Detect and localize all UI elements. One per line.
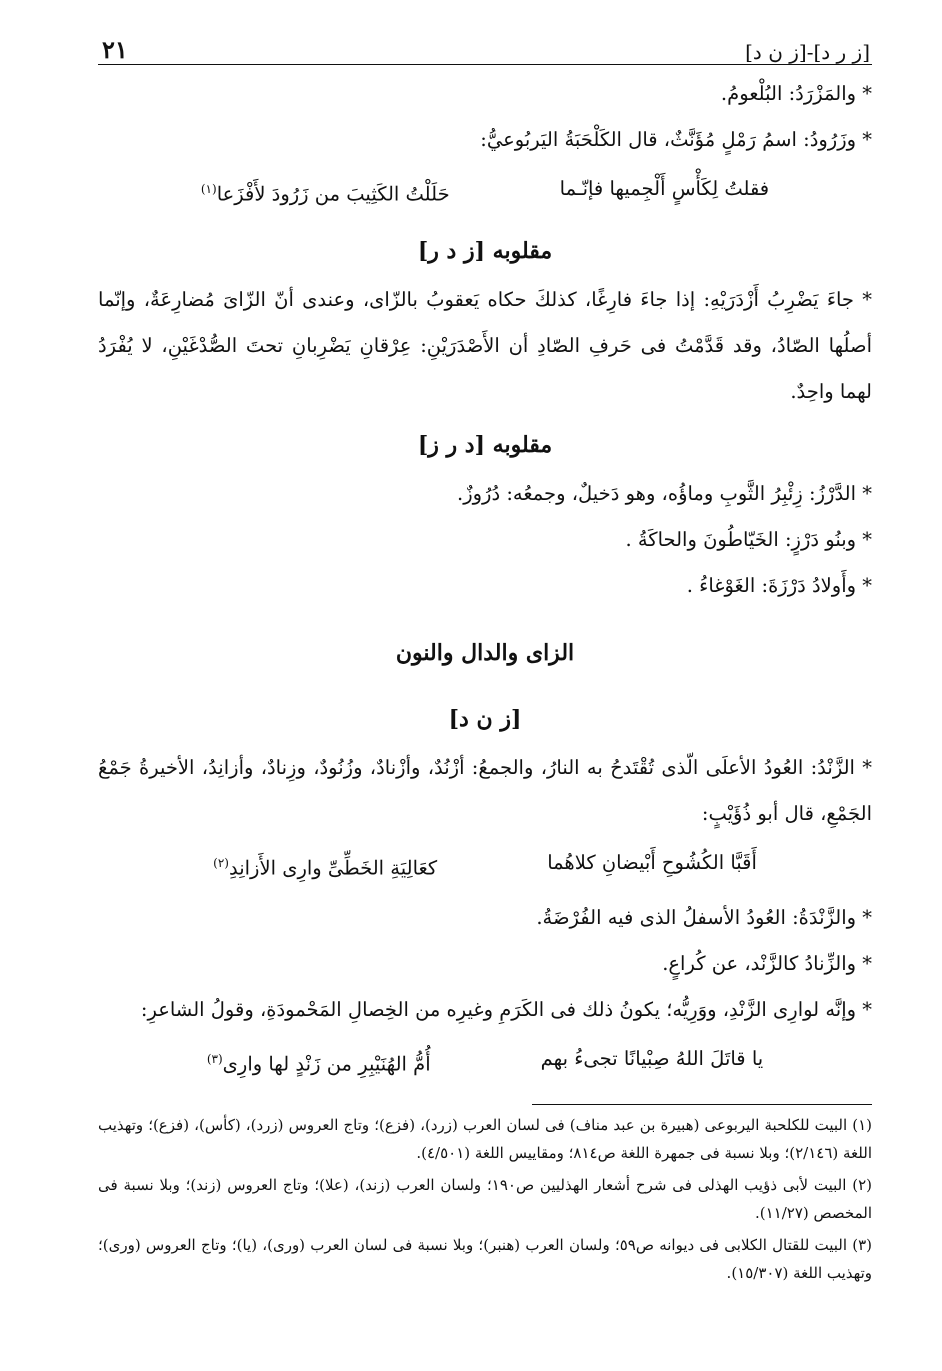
footnote-1: (١) البيت للكلحبة اليربوعى (هبيرة بن عبد مناف) فى لسان العرب (زرد)، (فزع)؛ وتاج العروس (زرد)، (كأس)، (فزع)؛ وتهذيب اللغة (٢/١٤٦)؛ وبلا نسبة فى جمهرة اللغة ص٨١٤؛ ومقاييس اللغة (٤/٥٠١).	[98, 1116, 872, 1163]
footnote-ref-2: (٢)	[213, 856, 229, 871]
footnotes	[98, 1111, 872, 1287]
footnote-ref-1: (١)	[200, 182, 217, 196]
entry-awlad-darza: * وأَولادُ دَرْزَةَ: الغَوْغاءُ .	[686, 573, 872, 597]
chapter-heading: الزاى والدال والنون	[395, 639, 575, 666]
verse-qattal	[98, 1033, 872, 1091]
entry-azdarayhi: * جاءَ يَضْرِبُ أَزْدَرَيْهِ: إذا جاءَ فارِغًا، كذلكَ حكاه يَعقوبُ بالزّاى، وعندى أنّ الزّاىَ مُضارِعَةٌ، وإنّما أصلُها الصّادُ، وقد قَدَّمْتُ فى حَرفِ الصّادِ أن الأَصْدَرَيْنِ: عِرْقانِ يَضْرِبانِ تحتَ الصُّدْغَيْنِ، لا يُفْرَدُ لهما واحِدٌ.	[98, 287, 872, 403]
verse-abu-dhuayb	[98, 837, 872, 895]
page-number: ٢١	[102, 35, 128, 64]
footnote-ref-3: (٣)	[206, 1051, 223, 1066]
running-header	[98, 30, 872, 65]
entry-zarud: * وزَرُودُ: اسمُ رَمْلٍ مُؤَنَّثٌ، قال الكَلْحَبَةُ اليَربُوعيُّ:	[480, 128, 872, 151]
section-heading-znd: [ز ن د]	[448, 706, 522, 733]
verse-hemistich-first: يا قاتَلَ اللهُ صِبْيانًا تجىءُ بهم	[540, 1046, 764, 1070]
entry-zand: * الزَّنْدُ: العُودُ الأعلَى الّذى تُقْتَدحُ به النارُ، والجمعُ: أزْنُدٌ، وأزْنادٌ، وزُنُودٌ، وزِنادٌ، وأزانِدُ، الأخيرةُ جَمْعُ الجَمْعِ، قال أبو ذُؤَيْبٍ:	[98, 756, 872, 826]
entry-zanda: * والزَّنْدَةُ: العُودُ الأسفلُ الذى فيه الفُرْضَةُ.	[536, 905, 872, 929]
verse-hemistich-first: فقلتُ لِكَأْسٍ أَلْجِميها فإنّـما	[559, 177, 770, 200]
verse-hemistich-second: أُمُّ الهُنَيْبِرِ من زَنْدٍ لها وارِى$^{(٣)}$	[206, 1051, 431, 1076]
verse-hemistich-second: حَلَلْتُ الكَثِيبَ من زَرُودَ لأَفْزَعا$^{(١)}$	[200, 182, 450, 206]
section-heading-zdr: مقلوبه [ز د ر]	[417, 237, 553, 264]
verse-kalhaba	[98, 163, 872, 221]
entry-wari-alzand: * وإنَّه لوارِى الزَّنْدِ، ووَرِيُّه؛ يكونُ ذلك فى الكَرَمِ وغيرِه من الخِصالِ المَحْمودَةِ، وقولُ الشاعرِ:	[140, 997, 872, 1021]
verse-hemistich-first: أَقَبَّا الكُشُوحِ أَبْيضانِ كلاهُما	[547, 851, 757, 875]
entry-banu-darz: * وبنُو دَرْزٍ: الخَيّاطُونَ والحاكَةُ .	[625, 527, 872, 551]
root-key-header: [ز ر د]-[ز ن د]	[745, 40, 870, 64]
footnote-rule	[532, 1104, 872, 1105]
footnote-2: (٢) البيت لأبى ذؤيب الهذلى فى شرح أشعار الهذليين ص١٩٠؛ ولسان العرب (زند)، (علا)؛ وتاج العروس (زند)؛ وبلا نسبة فى المخصص (١١/٢٧).	[98, 1176, 873, 1223]
entry-zinad: * والزِّنادُ كالزَّنْد، عن كُراعٍ.	[662, 951, 872, 975]
section-heading-drz: مقلوبه [د ر ز]	[417, 431, 553, 458]
verse-hemistich-second: كعَالِيَةِ الخَطِّىِّ وارِى الأَزانِدِ$^{(٢)}$	[213, 856, 438, 880]
footnote-3: (٣) البيت للقتال الكلابى فى ديوانه ص٥٩؛ ولسان العرب (هنبر)؛ وبلا نسبة فى لسان العرب (ورى)، (يا)؛ وتاج العروس (ورى)؛ وتهذيب اللغة (١٥/٣٠٧).	[98, 1236, 873, 1283]
entry-darz: * الدَّرْزُ: زِئْبِرُ الثَّوبِ وماؤُه، وهو دَخيلٌ، وجمعُه: دُرُوزٌ.	[457, 481, 872, 505]
entry-mazrad: * والمَزْرَدُ: البُلْعومُ.	[720, 82, 872, 105]
